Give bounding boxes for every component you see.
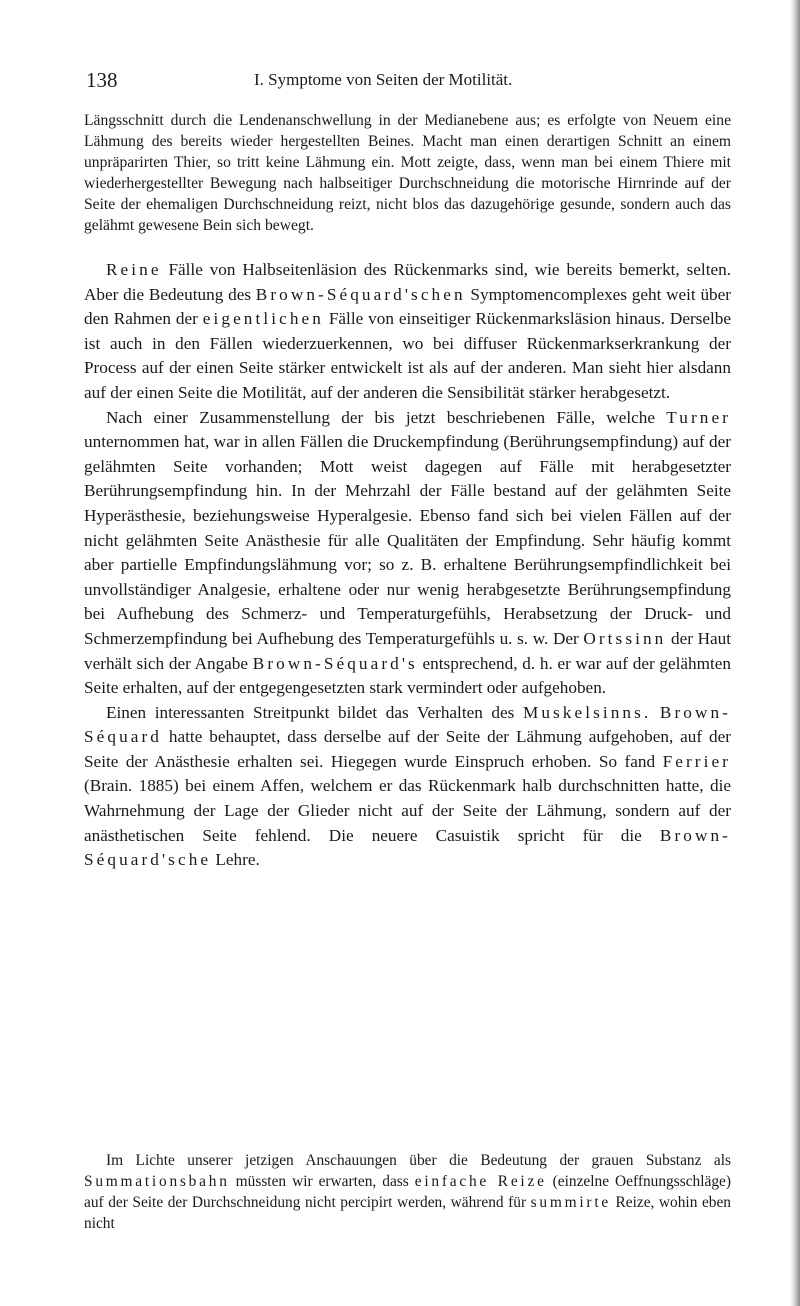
emphasis: Ortssinn	[583, 628, 667, 648]
page-number: 138	[86, 68, 118, 92]
text-run: Lehre.	[211, 850, 260, 870]
text-run: müssten wir erwarten, dass	[229, 1173, 415, 1190]
text-run: unternommen hat, war in allen Fällen die Druckempfindung (Berührungsempfindung) auf der gelähmten Seite vorhanden; Mott weist dagegen auf Fälle mit herabgesetzter Berührungsempfindung hin. In der Mehrzahl der Fälle bestand auf der gelähmten Seite Hyperästhesie, beziehungsweise Hyperalgesie. Ebenso fand sich bei vielen Fällen auf der nicht gelähmten Seite Anästhesie für alle Qualitäten der Empfindung. Sehr häufig kommt aber partielle Empfindungslähmung vor; so z. B. erhaltene Berührungsempfindlichkeit bei unvollständiger Analgesie, erhaltene oder nur wenig herabgesetzte Berührungsempfindung bei Aufhebung des Schmerz- und Temperaturgefühls, Herabsetzung der Druck- und Schmerzempfindung bei Aufhebung des Temperaturgefühls u. s. w. Der	[84, 432, 731, 648]
running-head: I. Symptome von Seiten der Motilität.	[254, 70, 513, 89]
page-edge-shadow	[790, 0, 800, 1306]
text-run	[651, 703, 660, 722]
emphasis: Reine	[106, 260, 162, 279]
small-text-block	[84, 1150, 731, 1234]
emphasis: summirte	[530, 1194, 611, 1211]
text-run: Symptomencomplexes geht weit über den Rahmen der	[84, 284, 731, 329]
text-run: Nach einer Zusammenstellung der bis jetzt beschriebenen Fälle, welche	[106, 407, 667, 427]
text-run: Fälle von Halbseitenläsion des Rückenmarks sind, wie bereits bemerkt, selten. Aber die Bedeutung des	[84, 260, 731, 304]
emphasis: Ferrier	[662, 751, 731, 771]
paragraph-3	[84, 406, 731, 701]
emphasis: Turner	[666, 407, 731, 427]
paragraph-5	[84, 1150, 731, 1234]
emphasis: Muskelsinns.	[522, 702, 652, 722]
paragraph-2	[84, 258, 731, 406]
text-run: hatte behauptet, dass derselbe auf der Seite der Lähmung aufgehoben, auf der Seite der Anästhesie erhalten sei. Hiegegen wurde Einspruch erhoben. So fand	[84, 727, 731, 771]
emphasis: Brown-Séquard	[84, 702, 731, 747]
main-text-block	[84, 258, 731, 873]
text-run: der Haut verhält sich der Angabe	[84, 628, 731, 673]
text-run: (Brain. 1885) bei einem Affen, welchem er das Rückenmark halb durchschnitten hatte, die Wahrnehmung der Lage der Glieder nicht auf der Seite der Lähmung, sondern auf der anästhetischen Seite fehlend. Die neuere Casuistik spricht für die	[84, 776, 731, 845]
text-run: entsprechend, d. h. er war auf der gelähmten Seite erhalten, auf der entgegengesetzten stark vermindert oder aufgehoben.	[84, 653, 731, 698]
continuation-block	[84, 110, 731, 236]
emphasis: Brown-Séquard'schen	[255, 284, 466, 304]
text-run: (einzelne Oeffnungsschläge) auf der Seite der Durchschneidung nicht percipirt werden, während für	[84, 1173, 731, 1211]
text-run: Fälle von einseitiger Rückenmarksläsion hinaus. Derselbe ist auch in den Fällen wiederzuerkennen, wo bei diffuser Rückenmarkserkrankung der Process auf der einen Seite stärker entwickelt ist als auf der anderen. Man sieht hier alsdann auf der einen Seite die Motilität, auf der anderen die Sensibilität stärker herabgesetzt.	[84, 309, 731, 402]
text-run: Reize, wohin eben nicht	[84, 1194, 731, 1232]
emphasis: Brown-Séquard's	[252, 653, 418, 673]
emphasis: einfache Reize	[414, 1173, 547, 1190]
paragraph-1: Längsschnitt durch die Lendenanschwellung in der Medianebene aus; es erfolgte von Neuem eine Lähmung des bereits wieder hergestellten Beines. Macht man einen derartigen Schnitt an einem unpräparirten Thier, so tritt keine Lähmung ein. Mott zeigte, dass, wenn man bei einem Thiere mit wiederhergestellter Bewegung nach halbseitiger Durchschneidung die motorische Hirnrinde auf der Seite der ehemaligen Durchschneidung reizt, nicht blos das dazugehörige gesunde, sondern auch das gelähmt gewesene Bein sich bewegt.	[84, 112, 731, 234]
text-run: Im Lichte unserer jetzigen Anschauungen über die Bedeutung der grauen Substanz als	[106, 1152, 731, 1169]
emphasis: Brown-Séquard'sche	[84, 825, 731, 870]
emphasis: Summationsbahn	[84, 1173, 230, 1190]
paragraph-4	[84, 701, 731, 873]
page-header	[86, 68, 726, 98]
text-run: Einen interessanten Streitpunkt bildet das Verhalten des	[106, 702, 523, 722]
emphasis: eigentlichen	[202, 309, 324, 329]
